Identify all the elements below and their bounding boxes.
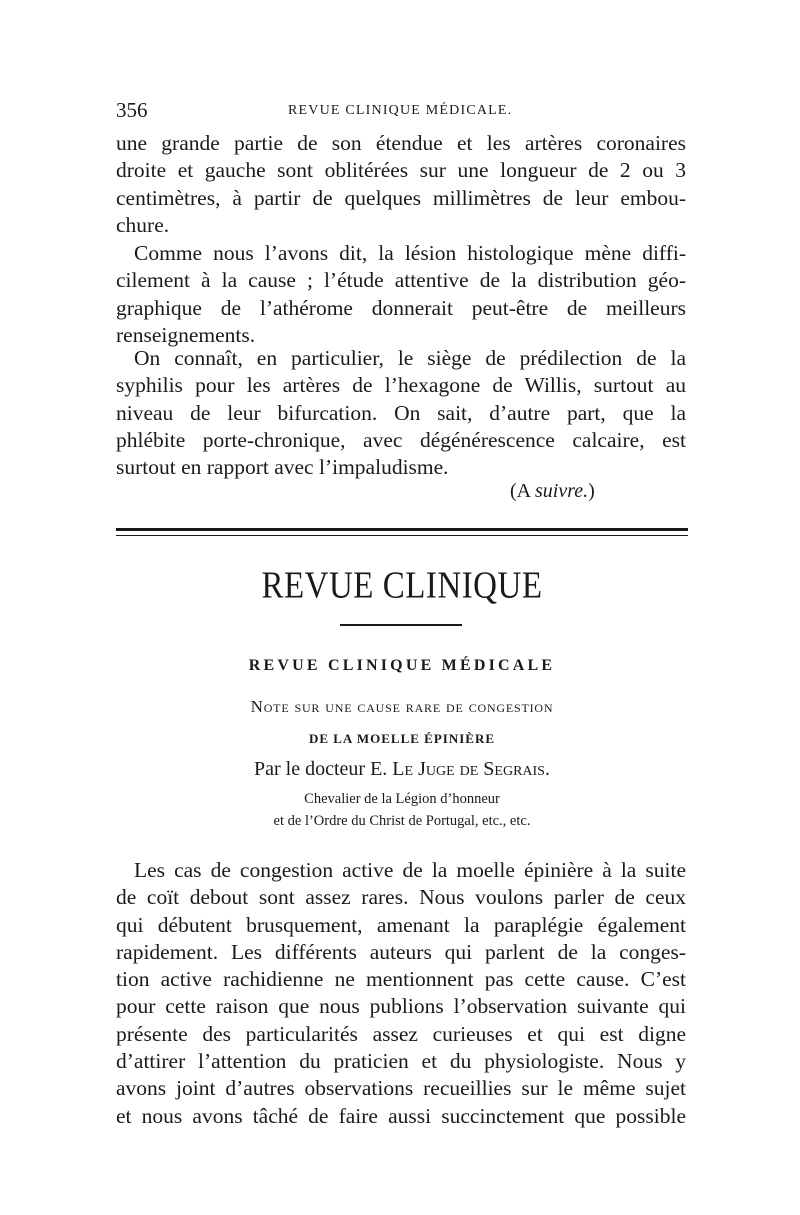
paragraph-article-intro: [116, 857, 686, 1130]
paragraph-continuation: [116, 130, 686, 239]
text-line: Les cas de congestion active de la moelle épinière à la suite: [134, 858, 686, 882]
author-credential: Chevalier de la Légion d’honneur: [304, 791, 500, 807]
paren-open: (: [510, 480, 517, 502]
continued-word: suivre.: [535, 480, 589, 502]
text-line: une grande partie de son étendue et les artères coronaires: [116, 131, 686, 155]
paragraph-lesion: [116, 240, 686, 349]
title-rule: [340, 624, 462, 626]
author-credential: et de l’Ordre du Christ de Portugal, etc., etc.: [273, 813, 531, 829]
page-number: 356: [116, 98, 148, 122]
text-line: avons joint d’autres observations recueillies sur le même sujet: [116, 1076, 686, 1101]
text-line: d’attirer l’attention du praticien et du physiologiste. Nous y: [116, 1049, 686, 1074]
text-line: de coït debout sont assez rares. Nous voulons parler de ceux: [116, 885, 686, 910]
text-line: On connaît, en particulier, le siège de prédilection de la: [134, 346, 686, 370]
text-line: renseignements.: [116, 322, 256, 347]
text-line: chure.: [116, 212, 170, 237]
author-line: [116, 758, 688, 781]
author-name: Le Juge de Segrais.: [392, 758, 550, 780]
to-be-continued: [510, 480, 595, 503]
article-title: Note sur une cause rare de congestion: [250, 697, 554, 716]
thick-rule: [116, 528, 688, 531]
section-divider: [116, 528, 688, 538]
article-title-continued: DE LA MOELLE ÉPINIÈRE: [308, 731, 496, 746]
text-line: Comme nous l’avons dit, la lésion histologique mène diffi-: [134, 241, 686, 265]
text-line: graphique de l’athérome donnerait peut-être de meilleurs: [116, 295, 686, 320]
text-line: phlébite porte-chronique, avec dégénérescence calcaire, est: [116, 427, 686, 452]
running-head: [116, 98, 686, 124]
text-line: présente des particularités assez curieuses et qui est digne: [116, 1021, 686, 1046]
text-line: et nous avons tâché de faire aussi succinctement que possible: [116, 1103, 686, 1128]
thin-rule: [116, 535, 688, 536]
paren-close: ): [588, 480, 595, 502]
author-prefix: Par le docteur E.: [254, 758, 388, 780]
text-line: niveau de leur bifurcation. On sait, d’autre part, que la: [116, 400, 686, 425]
running-title: REVUE CLINIQUE MÉDICALE.: [288, 103, 513, 118]
section-subtitle: REVUE CLINIQUE MÉDICALE: [248, 657, 556, 674]
text-line: surtout en rapport avec l’impaludisme.: [116, 455, 449, 480]
text-line: syphilis pour les artères de l’hexagone de Willis, surtout au: [116, 373, 686, 398]
text-line: centimètres, à partir de quelques millimètres de leur embou-: [116, 185, 686, 210]
text-line: pour cette raison que nous publions l’observation suivante qui: [116, 994, 686, 1019]
text-line: cilement à la cause ; l’étude attentive de la distribution géo-: [116, 268, 686, 293]
text-line: rapidement. Les différents auteurs qui parlent de la conges-: [116, 939, 686, 964]
section-title: REVUE CLINIQUE: [261, 565, 543, 607]
continued-letter: A: [516, 480, 531, 502]
paragraph-syphilis: [116, 345, 686, 481]
text-line: droite et gauche sont oblitérées sur une longueur de 2 ou 3: [116, 158, 686, 183]
text-line: qui débutent brusquement, amenant la paraplégie également: [116, 912, 686, 937]
text-line: tion active rachidienne ne mentionnent pas cette cause. C’est: [116, 967, 686, 992]
